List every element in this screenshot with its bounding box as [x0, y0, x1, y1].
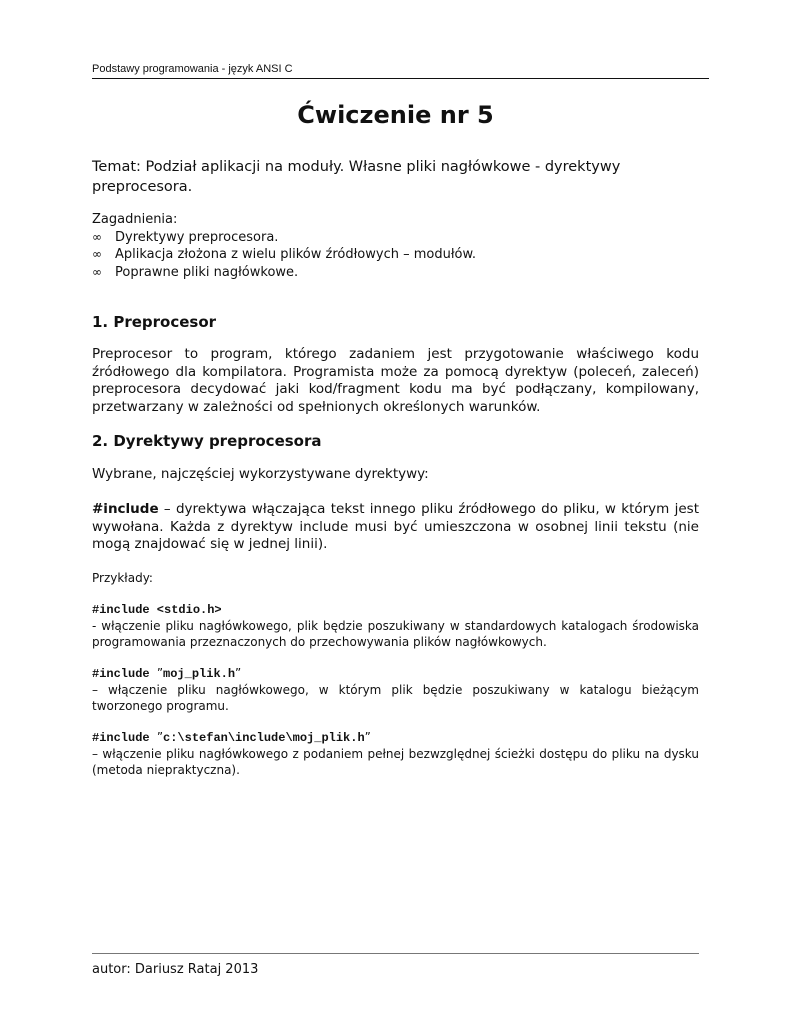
example-2-code: #include ”moj_plik.h”	[92, 666, 242, 681]
section-1-heading: 1. Preprocesor	[92, 313, 217, 331]
list-item: ∞ Aplikacja złożona z wielu plików źródłowych – modułów.	[92, 247, 477, 262]
infinity-bullet-icon: ∞	[92, 229, 102, 244]
page-title: Ćwiczenie nr 5	[297, 101, 494, 129]
infinity-bullet-icon: ∞	[92, 247, 102, 261]
include-keyword: #include	[92, 501, 159, 517]
section-2-intro: Wybrane, najczęściej wykorzystywane dyrektywy:	[92, 466, 429, 482]
issues-label: Zagadnienia:	[92, 212, 178, 227]
example-3	[92, 729, 699, 778]
list-item: ∞ Poprawne pliki nagłówkowe.	[92, 264, 299, 280]
example-3-code: #include ”c:\stefan\include\moj_plik.h”	[92, 730, 371, 745]
section-1-text: Preprocesor to program, którego zadaniem jest przygotowanie właściwego kodu źródłowego dla kompilatora. Programista może za pomocą dyrektyw (poleceń, zaleceń) preprocesora decydować jaki kod/fragment kodu ma być podłączany, kompilowany, przetwarzany w zależności od spełnionych określonych warunków.	[92, 346, 699, 415]
example-3-desc: – włączenie pliku nagłówkowego z podaniem pełnej bezwzględnej ścieżki dostępu do pliku na dysku (metoda niepraktyczna).	[92, 747, 699, 777]
section-2-heading: 2. Dyrektywy preprocesora	[92, 432, 322, 450]
example-2-desc: – włączenie pliku nagłówkowego, w którym plik będzie poszukiwany w katalogu bieżącym tworzonego programu.	[92, 683, 699, 713]
page-footer: autor: Dariusz Rataj 2013	[92, 962, 259, 977]
issues-block	[92, 211, 702, 281]
topic-text: Temat: Podział aplikacji na moduły. Własne pliki nagłówkowe - dyrektywy preprocesora.	[92, 159, 621, 195]
example-1-desc: - włączenie pliku nagłówkowego, plik będzie poszukiwany w standardowych katalogach środowiska programowania przeznaczonych do przechowywania plików nagłówkowych.	[92, 619, 699, 649]
example-2	[92, 665, 699, 714]
issues-list	[92, 229, 702, 282]
example-1	[92, 602, 699, 650]
list-item: ∞ Dyrektywy preprocesora.	[92, 229, 279, 245]
include-paragraph	[92, 501, 699, 554]
footer-divider	[92, 953, 699, 954]
page-header: Podstawy programowania - język ANSI C	[92, 63, 709, 79]
examples-label: Przykłady:	[92, 571, 153, 585]
include-description: – dyrektywa włączająca tekst innego pliku źródłowego do pliku, w którym jest wywołana. Każda z dyrektyw include musi być umieszczona w osobnej linii tekstu (nie mogą znajdować się w jednej linii).	[92, 501, 699, 552]
example-1-code: #include <stdio.h>	[92, 603, 222, 617]
infinity-bullet-icon: ∞	[92, 264, 102, 279]
